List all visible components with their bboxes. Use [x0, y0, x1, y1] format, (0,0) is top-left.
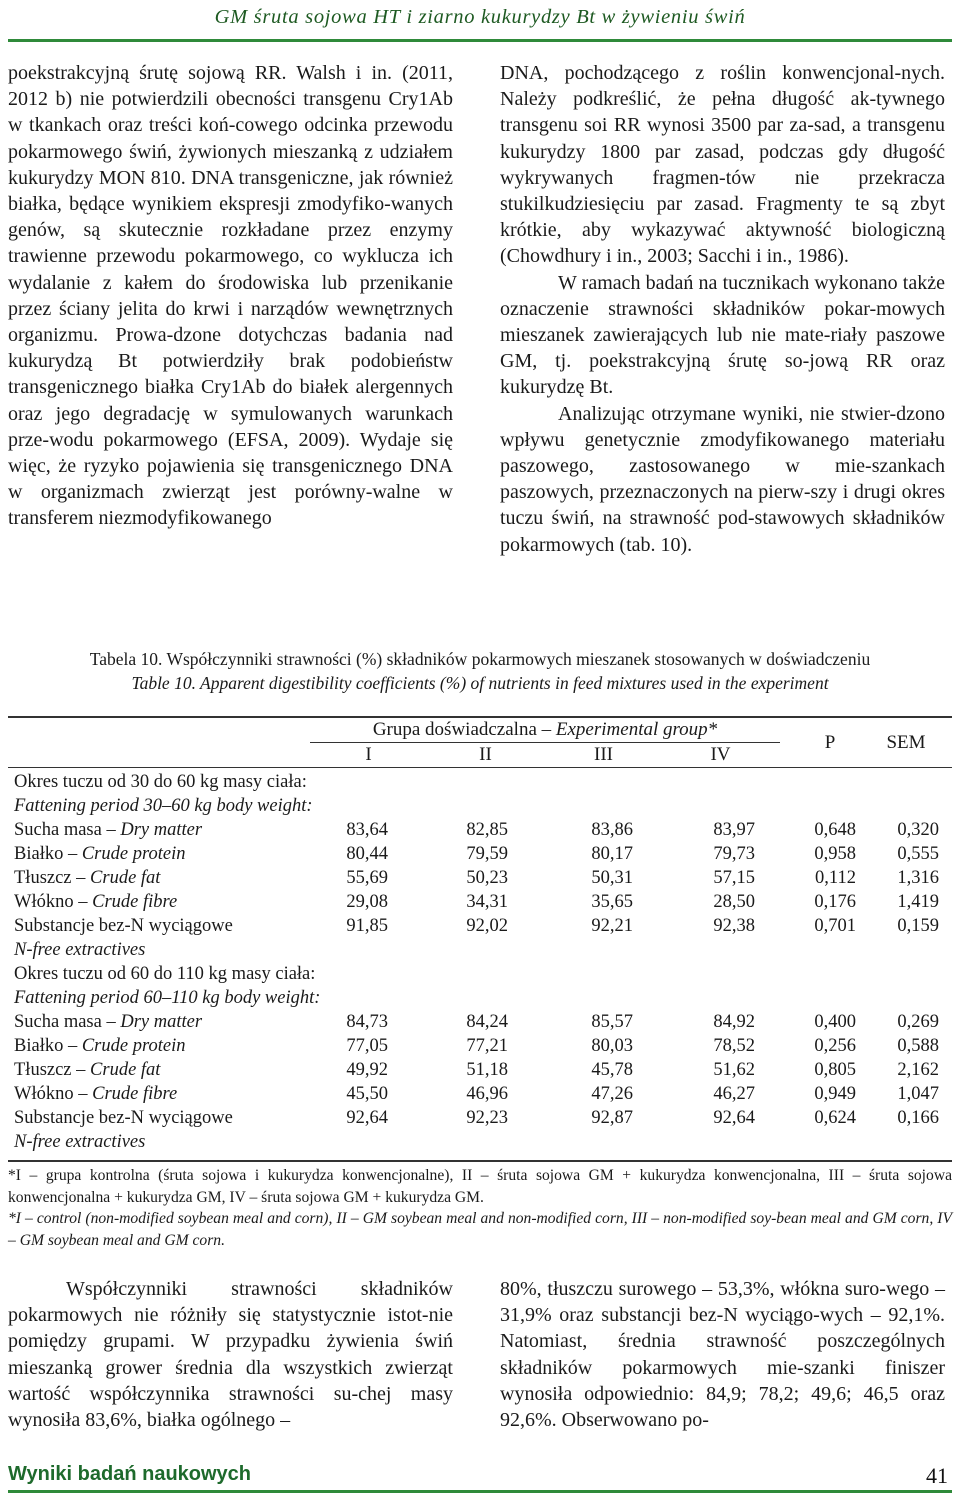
table-cell: 47,26 [591, 1084, 633, 1104]
text-column-bottom-right [500, 1276, 945, 1433]
row-label-en: Crude protein [81, 1036, 186, 1056]
table-cell: 51,18 [466, 1060, 508, 1080]
table-cell: 92,38 [713, 916, 755, 936]
p-col-header: P [824, 732, 836, 753]
table-caption-pl: Tabela 10. Współczynniki strawności (%) składników pokarmowych mieszanek stosowanych w doświadczeniu [89, 649, 871, 669]
paragraph: Współczynniki strawności składników pokarmowych nie różniły się statystycznie istot-nie pomiędzy grupami. W przypadku żywienia świń mieszanką grower średnia dla wszystkich zwierząt wartość współczynnika strawności su-chej masy wynosiła 83,6%, białka ogólnego – [8, 1278, 453, 1432]
row-label-en: Dry matter [120, 820, 203, 840]
table-cell: 0,648 [814, 820, 856, 840]
table-cell: 1,419 [897, 892, 939, 912]
section-title-pl: Okres tuczu od 60 do 110 kg masy ciała: [14, 964, 316, 984]
table-cell: 0,400 [814, 1012, 856, 1032]
paragraph: DNA, pochodzącego z roślin konwencjonal-nych. Należy podkreślić, że pełna długość ak-tywnego transgenu soi RR wynosi 3500 par za-sad, a transgenu kukurydzy 1800 par zasad, podczas gdy długość wykrywanych fragmen-tów nie przekracza stukilkudziesięciu par zasad. Fragmenty te są zbyt krótkie, aby wykazywać aktywność biologiczną (Chowdhury i in., 2003; Sacchi i in., 1986). [500, 62, 945, 268]
table-cell: 46,96 [466, 1084, 508, 1104]
row-label [14, 914, 233, 938]
row-label-en: Crude fat [90, 868, 161, 888]
table-cell: 46,27 [713, 1084, 755, 1104]
table-row [8, 1082, 952, 1106]
table-cell: 2,162 [897, 1060, 939, 1080]
table-cell: 0,176 [814, 892, 856, 912]
table-cell: 29,08 [346, 892, 388, 912]
table-row [8, 818, 952, 842]
group-col-header: III [594, 744, 613, 765]
group-col-header: I [365, 744, 372, 765]
table-footnote-pl: *I – grupa kontrolna (śruta sojowa i kukurydza konwencjonalne), II – śruta sojowa GM + kukurydza konwencjonalna, III – śruta sojowa konwencjonalna + kukurydza GM, IV – śruta sojowa GM + kukurydza GM. [8, 1167, 952, 1206]
table-cell: 0,805 [814, 1060, 856, 1080]
table-cell: 34,31 [466, 892, 508, 912]
group-col-header: IV [710, 744, 731, 765]
text-column-bottom-left [8, 1276, 453, 1433]
section-title-en: Fattening period 30–60 kg body weight: [14, 796, 313, 816]
table-cell: 49,92 [346, 1060, 388, 1080]
group-header [310, 719, 780, 741]
table-cell: 0,958 [814, 844, 856, 864]
table-cell: 80,17 [591, 844, 633, 864]
table-cell: 0,256 [814, 1036, 856, 1056]
table-cell: 0,269 [897, 1012, 939, 1032]
table-cell: 51,62 [713, 1060, 755, 1080]
table-cell: 57,15 [713, 868, 755, 888]
row-label [14, 842, 185, 866]
table-cell: 50,23 [466, 868, 508, 888]
table-header-rule [8, 767, 952, 768]
table-row [8, 890, 952, 914]
table-cell: 78,52 [713, 1036, 755, 1056]
row-label-pl: Tłuszcz – [14, 868, 91, 888]
table-cell: 28,50 [713, 892, 755, 912]
table-cell: 0,588 [897, 1036, 939, 1056]
table-cell: 77,21 [466, 1036, 508, 1056]
table-row [8, 1058, 952, 1082]
table-cell: 45,50 [346, 1084, 388, 1104]
table-cell: 79,73 [713, 844, 755, 864]
table-cell: 0,624 [814, 1108, 856, 1128]
table-cell: 0,701 [814, 916, 856, 936]
row-label-pl: Sucha masa – [14, 820, 121, 840]
row-label-pl: Tłuszcz – [14, 1060, 91, 1080]
table-cell: 45,78 [591, 1060, 633, 1080]
row-label-en: Crude fibre [92, 892, 178, 912]
group-col-header: II [479, 744, 492, 765]
table-cell: 92,64 [713, 1108, 755, 1128]
row-label [14, 866, 160, 890]
text-column-top-right [500, 60, 945, 558]
row-label-pl: Włókno – [14, 1084, 93, 1104]
row-label [14, 1010, 202, 1034]
table-row [8, 1034, 952, 1058]
group-header-en: Experimental group* [555, 719, 718, 740]
table-caption-en: Table 10. Apparent digestibility coefficients (%) of nutrients in feed mixtures used in the experiment [131, 673, 829, 693]
row-label-pl: Białko – [14, 844, 82, 864]
header-rule [8, 39, 952, 42]
row-label-pl: Białko – [14, 1036, 82, 1056]
running-header: GM śruta sojowa HT i ziarno kukurydzy Bt w żywieniu świń [214, 6, 746, 28]
footer-section-title: Wyniki badań naukowych [8, 1463, 252, 1485]
row-label-en: Dry matter [120, 1012, 203, 1032]
text-column-top-left [8, 60, 453, 532]
table-cell: 85,57 [591, 1012, 633, 1032]
row-label [14, 1082, 177, 1106]
table-cell: 92,02 [466, 916, 508, 936]
table-cell: 83,64 [346, 820, 388, 840]
group-header-rule [310, 742, 780, 743]
page-number: 41 [926, 1463, 948, 1488]
table-row [8, 842, 952, 866]
table-cell: 0,166 [897, 1108, 939, 1128]
table-cell: 0,159 [897, 916, 939, 936]
table-bottom-rule [8, 1160, 952, 1162]
table-top-rule [8, 716, 952, 718]
table-cell: 80,03 [591, 1036, 633, 1056]
footer-rule [8, 1490, 952, 1493]
table-cell: 91,85 [346, 916, 388, 936]
row-label-en: Crude fat [90, 1060, 161, 1080]
table-cell: 92,21 [591, 916, 633, 936]
table-cell: 84,24 [466, 1012, 508, 1032]
row-label [14, 1106, 233, 1130]
table-footnote-en: *I – control (non-modified soybean meal and corn), II – GM soybean meal and non-modified corn, III – non-modified soy-bean meal and GM corn, IV – GM soybean meal and GM corn. [8, 1210, 952, 1249]
table-cell: 92,23 [466, 1108, 508, 1128]
table-cell: 80,44 [346, 844, 388, 864]
table-cell: 1,316 [897, 868, 939, 888]
table-cell: 92,64 [346, 1108, 388, 1128]
table-cell: 0,320 [897, 820, 939, 840]
row-label-pl: Substancje bez-N wyciągowe [14, 1108, 233, 1128]
row-label [14, 890, 177, 914]
table-row [8, 1106, 952, 1130]
table-cell: 55,69 [346, 868, 388, 888]
table-cell: 50,31 [591, 868, 633, 888]
row-label [14, 1034, 185, 1058]
group-header-pl: Grupa doświadczalna – [372, 719, 556, 740]
table-cell: 84,73 [346, 1012, 388, 1032]
row-label-pl: Włókno – [14, 892, 93, 912]
table-cell: 1,047 [897, 1084, 939, 1104]
table-cell: 84,92 [713, 1012, 755, 1032]
table-cell: 92,87 [591, 1108, 633, 1128]
table-cell: 35,65 [591, 892, 633, 912]
table-cell: 77,05 [346, 1036, 388, 1056]
table-row [8, 1010, 952, 1034]
section-title-en: Fattening period 60–110 kg body weight: [14, 988, 321, 1008]
row-label-pl: Sucha masa – [14, 1012, 121, 1032]
table-cell: 82,85 [466, 820, 508, 840]
row-label-pl: Substancje bez-N wyciągowe [14, 916, 233, 936]
table-row [8, 866, 952, 890]
table-row [8, 914, 952, 938]
table-cell: 0,949 [814, 1084, 856, 1104]
paragraph: 80%, tłuszczu surowego – 53,3%, włókna suro-wego – 31,9% oraz substancji bez-N wyciągo-wych – 92,1%. Natomiast, średnia strawność poszczególnych składników pokarmowych mie-szanki finiszer wynosiła odpowiednio: 84,9; 78,2; 49,6; 46,5 oraz 92,6%. Obserwowano po- [500, 1278, 945, 1432]
section-title-pl: Okres tuczu od 30 do 60 kg masy ciała: [14, 772, 307, 792]
paragraph: poekstrakcyjną śrutę sojową RR. Walsh i in. (2011, 2012 b) nie potwierdzili obecności transgenu Cry1Ab w tkankach oraz treści koń-cowego odcinka przewodu pokarmowego świń, żywionych mieszanką z udziałem kukurydzy MON 810. DNA transgeniczne, jak również białka, będące wynikiem ekspresji zmodyfiko-wanych genów, są skutecznie rozkładane przez enzymy trawienne przewodu pokarmowego, co wyklucza ich wydalanie z kałem do środowiska lub przenikanie przez ściany jelita do krwi i narządów wewnętrznych organizmu. Prowa-dzone dotychczas badania nad kukurydzą Bt potwierdziły brak podobieństw transgenicznego białka Cry1Ab do białek alergennych oraz jego degradację w symulowanych warunkach prze-wodu pokarmowego (EFSA, 2009). Wydaje się więc, że ryzyko pojawienia się transgenicznego DNA w organizmach zwierząt jest porówny-walne w transferem niezmodyfikowanego [8, 62, 453, 530]
table-cell: 83,86 [591, 820, 633, 840]
row-label [14, 1058, 160, 1082]
sem-col-header: SEM [886, 732, 926, 753]
table-cell: 0,555 [897, 844, 939, 864]
row-label [14, 818, 202, 842]
row-label-en: Crude protein [81, 844, 186, 864]
row-label-en: N-free extractives [14, 1132, 146, 1152]
paragraph: W ramach badań na tucznikach wykonano także oznaczenie strawności składników pokar-mowych mieszanek zawierających lub nie mate-riały paszowe GM, tj. poekstrakcyjną śrutę so-jową RR oraz kukurydzę Bt. [500, 271, 945, 399]
paragraph: Analizując otrzymane wyniki, nie stwier-dzono wpływu genetycznie zmodyfikowanego materiału paszowego, zastosowanego w mie-szankach paszowych, przeznaczonych na pierw-szy i drugi okres tuczu świń, na strawność pod-stawowych składników pokarmowych (tab. 10). [500, 402, 945, 556]
table-cell: 79,59 [466, 844, 508, 864]
table-cell: 83,97 [713, 820, 755, 840]
row-label-en: N-free extractives [14, 940, 146, 960]
table-cell: 0,112 [815, 868, 856, 888]
row-label-en: Crude fibre [92, 1084, 178, 1104]
